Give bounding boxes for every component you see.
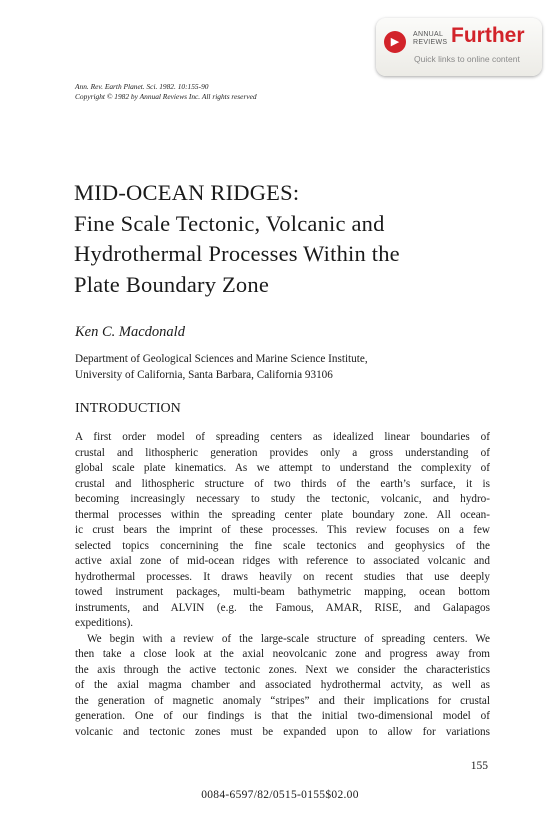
body-line: the axis through the active tectonic zones. Next we consider the characteristics bbox=[75, 663, 490, 676]
body-text bbox=[75, 430, 490, 740]
title-line: Plate Boundary Zone bbox=[74, 271, 270, 297]
badge-annual: ANNUAL bbox=[413, 31, 444, 38]
journal-citation bbox=[75, 82, 257, 102]
body-line: crustal and lithospheric structure of two thirds of the earth’s surface, it is bbox=[75, 477, 490, 490]
body-line: hydrothermal processes. It draws heavily on recent studies that use deeply bbox=[75, 570, 490, 583]
further-badge[interactable] bbox=[376, 18, 542, 76]
page-number: 155 bbox=[470, 760, 488, 772]
body-line: the generation of magnetic anomaly “stripes” and their implications for crustal bbox=[75, 694, 490, 707]
body-line: ic crust bears the imprint of these processes. This review focuses on a few bbox=[75, 524, 490, 536]
body-line: of the axial magma chamber and associated hydrothermal actvity, as well as bbox=[75, 679, 490, 691]
price-code: 0084-6597/82/0515-0155$02.00 bbox=[201, 789, 359, 801]
badge-subtitle: Quick links to online content bbox=[414, 54, 520, 64]
play-icon: ▶ bbox=[384, 31, 406, 53]
body-line: becoming increasingly necessary to study the tectonic, volcanic, and hydro- bbox=[75, 493, 490, 505]
affiliation-line: Department of Geological Sciences and Marine Science Institute, bbox=[75, 353, 368, 365]
body-line: crustal and lithospheric generation provides only a gross understanding of bbox=[75, 446, 490, 459]
body-line: selected topics concernining the fine scale tectonics and geophysics of the bbox=[75, 539, 490, 552]
author-affiliation bbox=[75, 351, 368, 383]
badge-further-label: Further bbox=[451, 24, 525, 47]
article-title bbox=[74, 178, 400, 300]
section-heading: INTRODUCTION bbox=[75, 401, 181, 416]
body-line: instruments, and ALVIN (e.g. the Famous, AMAR, RISE, and Galapagos bbox=[75, 601, 490, 614]
body-line: active axial zone of mid-ocean ridges with reference to associated volcanic and bbox=[75, 555, 490, 567]
title-line: MID-OCEAN RIDGES: bbox=[74, 180, 300, 205]
author-name: Ken C. Macdonald bbox=[75, 324, 185, 340]
title-line: Fine Scale Tectonic, Volcanic and bbox=[74, 210, 385, 236]
affiliation-line: University of California, Santa Barbara, California 93106 bbox=[75, 369, 333, 381]
body-line: thermal processes within the spreading center plate boundary zone. All ocean- bbox=[75, 508, 490, 521]
body-line: We begin with a review of the large-scale structure of spreading centers. We bbox=[87, 632, 490, 645]
title-line: Hydrothermal Processes Within the bbox=[74, 241, 400, 266]
badge-reviews: REVIEWS bbox=[413, 39, 448, 46]
body-line: generation. One of our findings is that the initial two-dimensional model of bbox=[75, 710, 490, 722]
body-line: volcanic and tectonic zones must be expanded upon to allow for variations bbox=[75, 725, 490, 738]
citation-line: Ann. Rev. Earth Planet. Sci. 1982. 10:155-90 bbox=[75, 82, 209, 91]
body-line: then take a close look at the axial neovolcanic zone and progress away from bbox=[75, 648, 490, 660]
body-line: global scale plate kinematics. As we attempt to understand the complexity of bbox=[75, 462, 490, 474]
body-line: expeditions). bbox=[75, 617, 134, 629]
copyright-line: Copyright © 1982 by Annual Reviews Inc. All rights reserved bbox=[75, 92, 257, 101]
annual-reviews-logo bbox=[413, 31, 447, 47]
body-line: towed instrument packages, multi-beam bathymetric mapping, ocean bottom bbox=[75, 586, 490, 598]
body-line: A first order model of spreading centers as idealized linear boundaries of bbox=[75, 431, 490, 443]
